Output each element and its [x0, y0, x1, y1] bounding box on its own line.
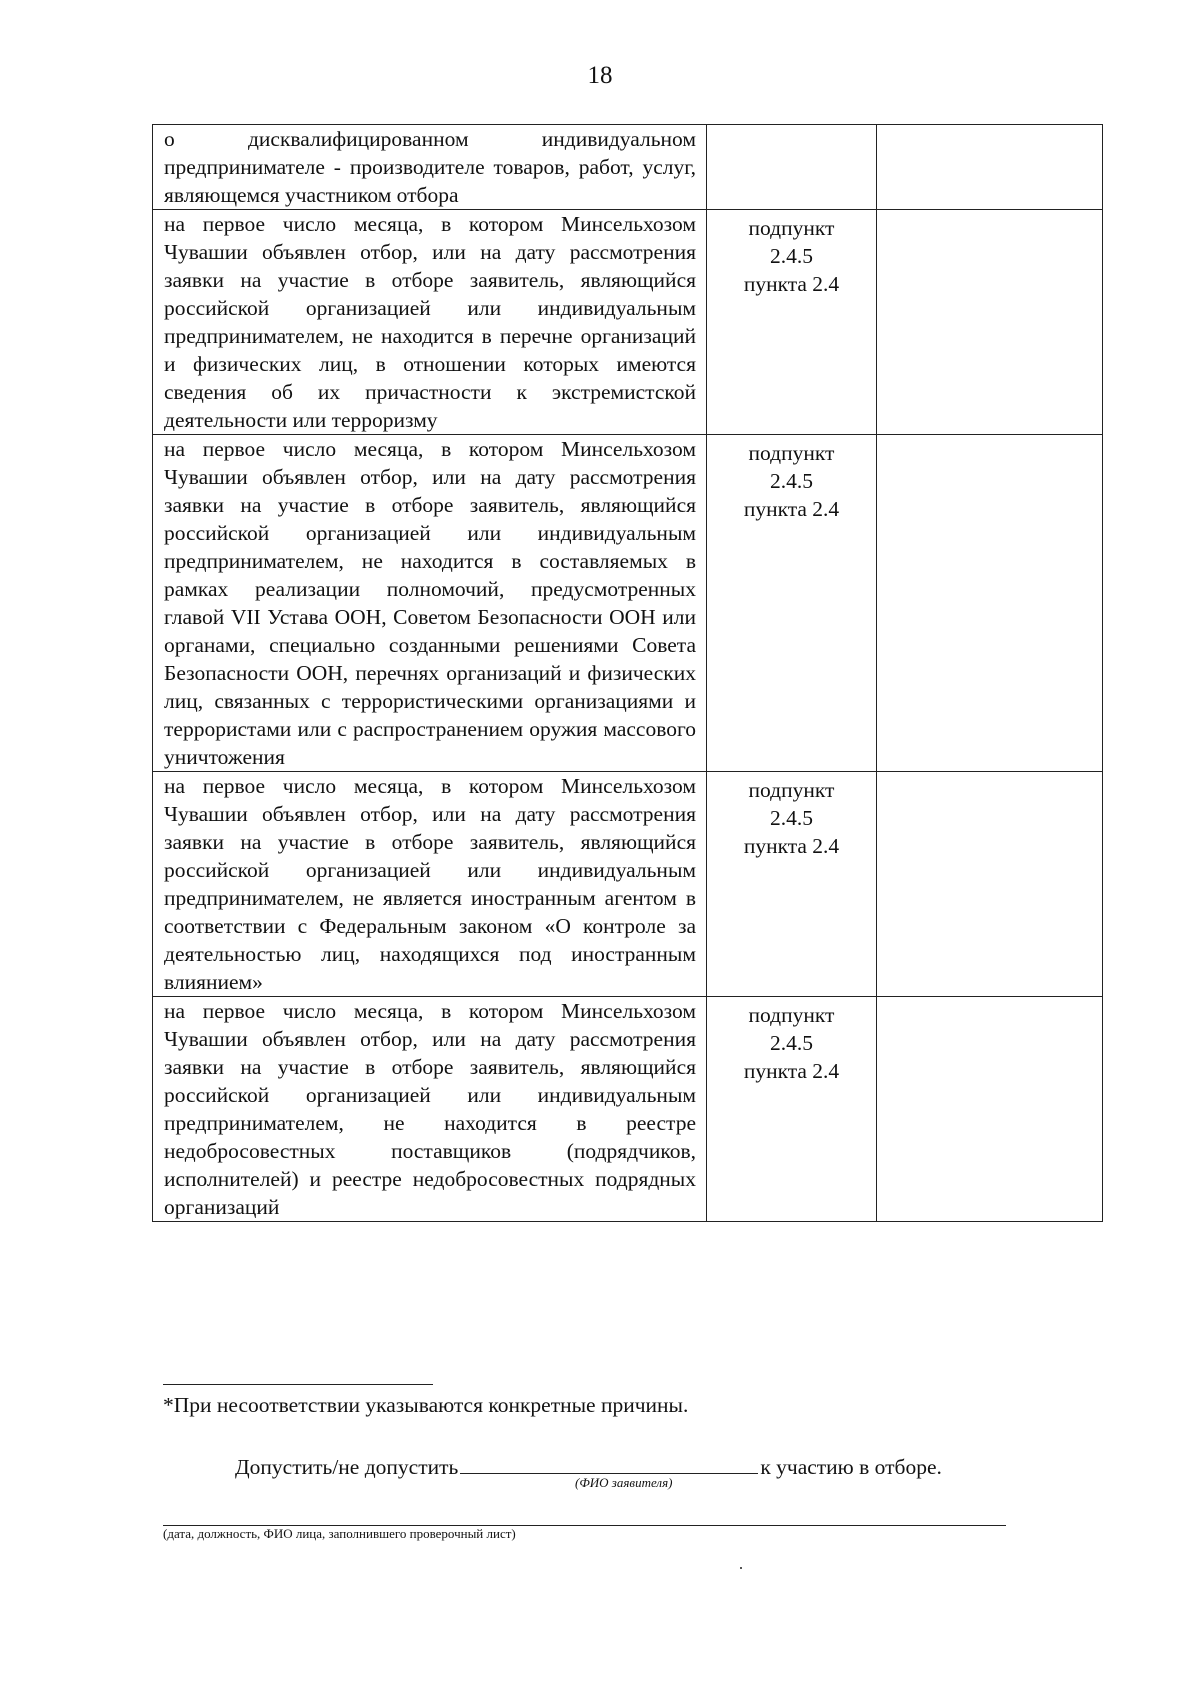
reference-line: подпункт [748, 1003, 835, 1027]
requirement-cell [153, 997, 707, 1222]
footnote-divider [163, 1384, 433, 1385]
checklist-body [153, 125, 1103, 1222]
requirement-text: на первое число месяца, в котором Минсельхозом Чувашии объявлен отбор, или на дату рассмотрения заявки на участие в отборе заявитель, являющийся российской организацией или индивидуальным предпринимателем, не находится в перечне организаций и физических лиц, в отношении которых имеются сведения об их причастности к экстремистской деятельности или терроризму [164, 212, 696, 432]
reference-cell [707, 435, 877, 772]
reference-cell [707, 772, 877, 997]
reference-cell [707, 997, 877, 1222]
reference-line: пункта 2.4 [743, 272, 840, 296]
requirement-text: на первое число месяца, в котором Минсельхозом Чувашии объявлен отбор, или на дату рассмотрения заявки на участие в отборе заявитель, являющийся российской организацией или индивидуальным предпринимателем, не является иностранным агентом в соответствии с Федеральным законом «О контроле за деятельностью лиц, находящихся под иностранным влиянием» [164, 774, 696, 994]
requirement-cell [153, 435, 707, 772]
result-cell [877, 435, 1103, 772]
result-cell [877, 210, 1103, 435]
table-row [153, 772, 1103, 997]
result-cell [877, 772, 1103, 997]
requirement-text: на первое число месяца, в котором Минсельхозом Чувашии объявлен отбор, или на дату рассмотрения заявки на участие в отборе заявитель, являющийся российской организацией или индивидуальным предпринимателем, не находится в реестре недобросовестных поставщиков (подрядчиков, исполнителей) и реестре недобросовестных подрядных организаций [164, 999, 696, 1219]
page-number: 18 [587, 62, 613, 89]
table-row [153, 997, 1103, 1222]
reference-line: 2.4.5 [770, 806, 813, 830]
reference-line: пункта 2.4 [743, 497, 840, 521]
reference-line: подпункт [748, 216, 835, 240]
reference-line: 2.4.5 [770, 244, 813, 268]
requirement-cell [153, 772, 707, 997]
requirement-text: о дисквалифицированном индивидуальном предпринимателе - производителе товаров, работ, услуг, являющемся участником отбора [164, 127, 696, 207]
reference-line: подпункт [748, 441, 835, 465]
reference-line: 2.4.5 [770, 469, 813, 493]
checklist-table [152, 124, 1103, 1222]
scan-speck [740, 1567, 742, 1569]
table-row [153, 125, 1103, 210]
table-row [153, 210, 1103, 435]
result-cell [877, 125, 1103, 210]
reference-line: подпункт [748, 778, 835, 802]
signature-caption: (дата, должность, ФИО лица, заполнившего проверочный лист) [163, 1526, 516, 1541]
reference-line: пункта 2.4 [743, 1059, 840, 1083]
footnote: *При несоответствии указываются конкретные причины. [163, 1393, 689, 1417]
reference-cell [707, 125, 877, 210]
requirement-cell [153, 125, 707, 210]
admit-prefix: Допустить/не допустить [235, 1455, 459, 1479]
reference-cell [707, 210, 877, 435]
reference-line: пункта 2.4 [743, 834, 840, 858]
requirement-text: на первое число месяца, в котором Минсельхозом Чувашии объявлен отбор, или на дату рассмотрения заявки на участие в отборе заявитель, являющийся российской организацией или индивидуальным предпринимателем, не находится в составляемых в рамках реализации полномочий, предусмотренных главой VII Устава ООН, Советом Безопасности ООН или органами, специально созданными решениями Совета Безопасности ООН, перечнях организаций и физических лиц, связанных с террористическими организациями и террористами или с распространением оружия массового уничтожения [164, 437, 696, 769]
reference-line: 2.4.5 [770, 1031, 813, 1055]
admit-suffix: к участию в отборе. [760, 1455, 942, 1479]
applicant-name-blank[interactable] [460, 1449, 758, 1474]
result-cell [877, 997, 1103, 1222]
applicant-name-caption: (ФИО заявителя) [575, 1475, 673, 1490]
requirement-cell [153, 210, 707, 435]
table-row [153, 435, 1103, 772]
